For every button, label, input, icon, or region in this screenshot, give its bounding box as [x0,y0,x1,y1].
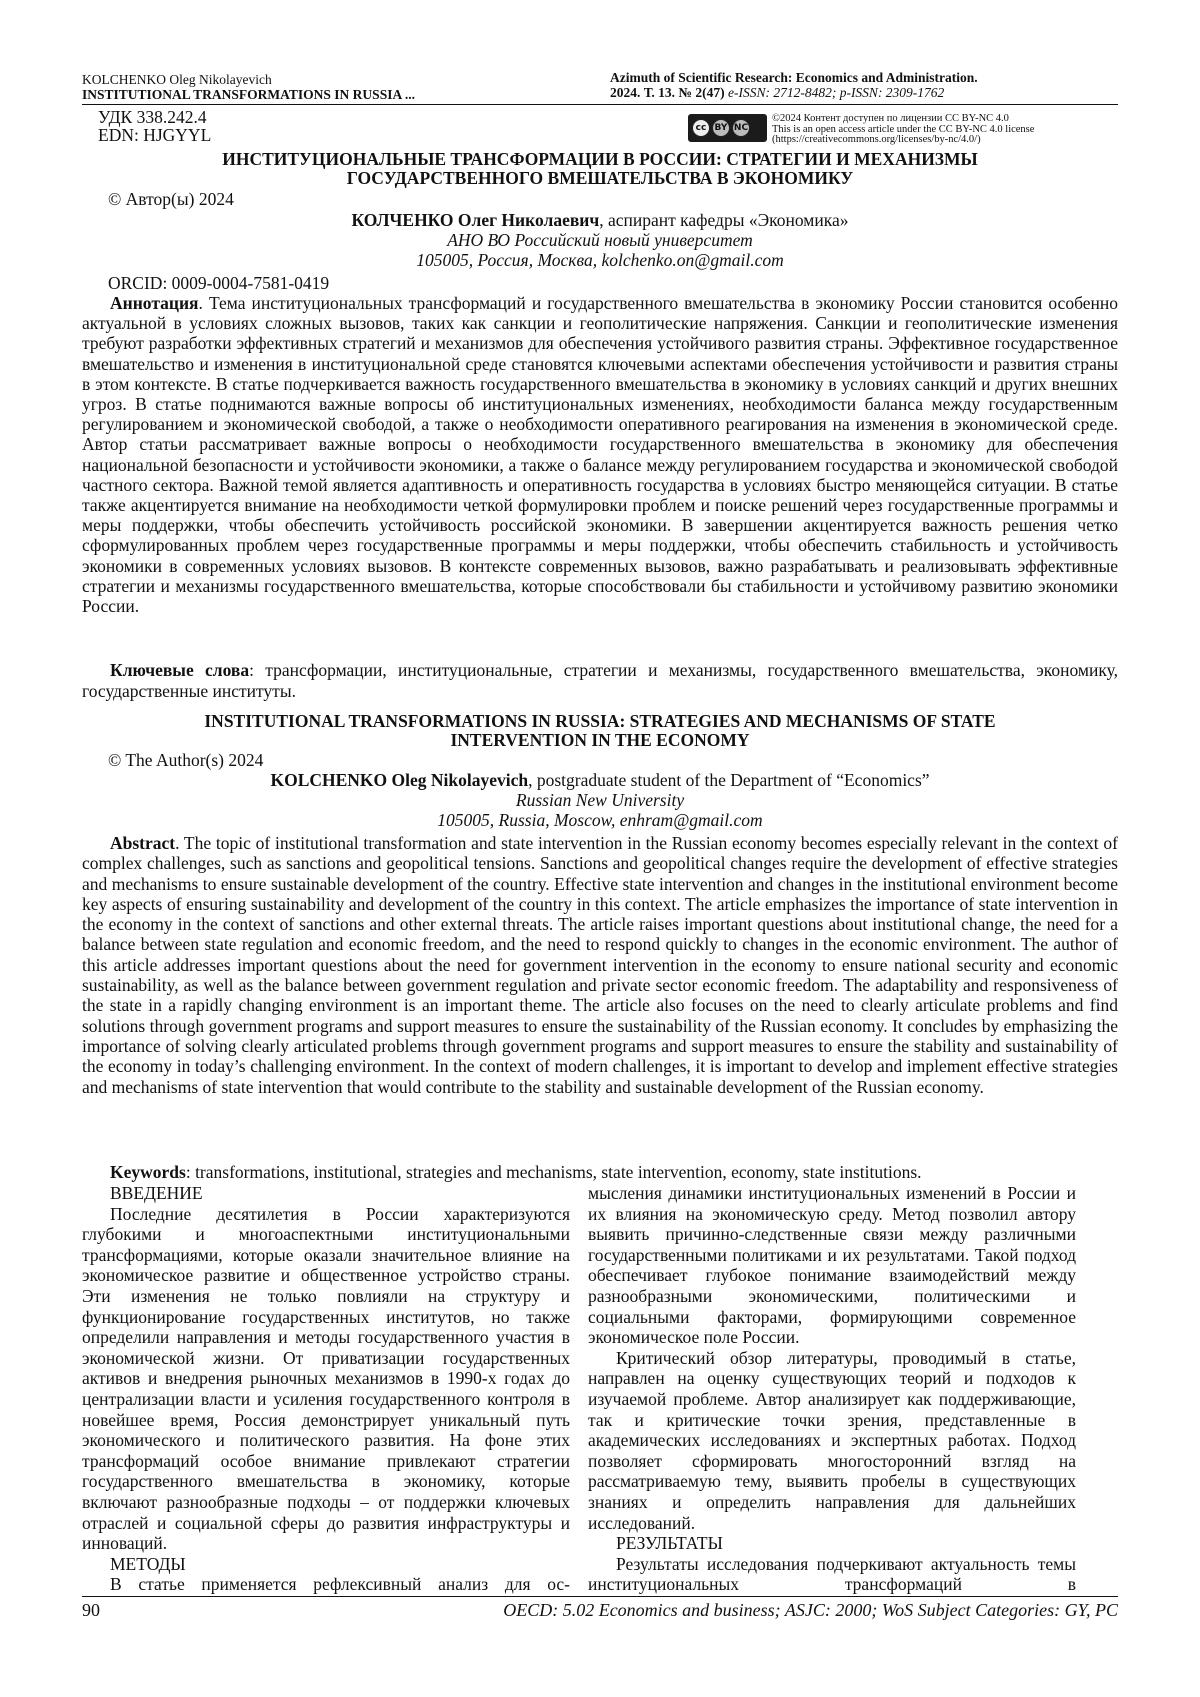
introduction-paragraph: Последние десятилетия в России характеризуются глубокими и многоаспектными институциональными трансформациями, которые оказали значительное влияние на экономическое развитие и общественное устройство страны. Эти изменения не только повлияли на структуру и функционирование государственных институтов, но также определили направления и методы государственного участия в экономической жизни. От приватизации государственных активов и внедрения рыночных механизмов в 1990-х годах до централизации власти и усиления государственного контроля в новейшее время, Россия демонстрирует уникальный путь экономического и политического развития. На фоне этих трансформаций особое внимание привлекают стратегии государственного вмешательства в экономику, которые включают разнообразные подходы – от поддержки ключевых отраслей и социальной сферы до развития инфраструктуры и инноваций. [82,1203,570,1554]
section-heading-results: РЕЗУЛЬТАТЫ [616,1533,723,1554]
results-paragraph: Результаты исследования подчеркивают актуальность темы институциональных трансформаций в [588,1553,1076,1595]
author-block-en [82,770,1118,830]
copyright-en: © The Author(s) 2024 [108,750,264,770]
author-name-en: KOLCHENKO Oleg Nikolayevich [270,770,529,790]
abstract-en-text: . The topic of institutional transformation and state intervention in the Russian economy becomes especially relevant in the context of complex challenges, such as sanctions and geopolitical tensions. Sanctions and geopolitical changes require the development of effective strategies and mechanisms to ensure sustainable development of the country. Effective state intervention and changes in the institutional environment become key aspects of ensuring sustainability and development of the country in this context. The article emphasizes the importance of state intervention in the economy in the context of sanctions and other external threats. The article raises important questions about institutional change, the need for a balance between state regulation and economic freedom, and the need to respond quickly to changes in the economic environment. The author of this article addresses important questions about the need for government intervention in the economy to ensure national security and economic sustainability, as well as the balance between government regulation and private sector economic freedom. The adaptability and responsiveness of the state in a rapidly changing environment is an important theme. The article also focuses on the need to clearly articulate problems and find solutions through government programs and support measures to ensure the sustainability of the Russian economy. It concludes by emphasizing the importance of solving clearly articulated problems through government programs and support measures to ensure the stability and sustainability of the economy in today’s challenging environment. In the context of modern challenges, it is important to develop and implement effective strategies and mechanisms of state intervention that would contribute to the stability and sustainable development of the Russian economy. [82,833,1118,1097]
title-en-line-2: INTERVENTION IN THE ECONOMY [450,730,750,750]
author-position-ru: , аспирант кафедры «Экономика» [599,210,849,230]
section-heading-methods: МЕТОДЫ [110,1553,186,1574]
title-en [82,712,1118,750]
methods-paragraph-continued: мысления динамики институциональных изменений в России и их влияния на экономическую среду. Метод позволил автору выявить причинно-следственные связи между различными государственными политиками и их результатами. Такой подход обеспечивает глубокое понимание взаимодействий между разнообразными экономическими, политическими и социальными факторами, формирующими современное экономическое поле России. [588,1183,1076,1348]
author-name-ru: КОЛЧЕНКО Олег Николаевич [351,210,600,230]
license-text [772,114,1072,146]
header-short-title: INSTITUTIONAL TRANSFORMATIONS IN RUSSIA ... [82,87,415,102]
header-author: KOLCHENKO Oleg Nikolayevich [82,72,272,87]
title-en-line-1: INSTITUTIONAL TRANSFORMATIONS IN RUSSIA: STRATEGIES AND MECHANISMS OF STATE [204,711,996,731]
cc-icon: cc [692,119,710,137]
abstract-ru-paragraph [82,293,1118,616]
keywords-ru-text: : трансформации, институциональные, стратегии и механизмы, государственного вмешательства, экономику, государственные институты. [82,660,1118,701]
orcid[interactable]: ORCID: 0009-0004-7581-0419 [108,273,330,293]
keywords-en-paragraph [82,1162,1118,1183]
title-ru-line-2: ГОСУДАРСТВЕННОГО ВМЕШАТЕЛЬСТВА В ЭКОНОМИКУ [346,168,854,188]
keywords-en-label: Keywords [110,1162,186,1182]
section-heading-introduction: ВВЕДЕНИЕ [110,1183,203,1203]
header-issue: 2024. Т. 13. № 2(47) [610,85,725,100]
body-column-left [82,1183,570,1595]
keywords-en [82,1162,1118,1183]
running-header-right [610,70,1130,100]
udk-code: УДК 338.242.4 [98,107,207,127]
running-header-left [82,72,502,102]
abstract-ru-text: . Тема институциональных трансформаций и государственного вмешательства в экономику России становится особенно актуальной в условиях сложных вызовов, таких как санкции и геополитические напряжения. Санкции и геополитические изменения требуют разработки эффективных стратегий и механизмов для обеспечения устойчивого развития страны. Эффективное государственное вмешательство и изменения в институциональной среде становятся ключевыми аспектами обеспечения устойчивости и развития страны в этом контексте. В статье подчеркивается важность государственного вмешательства в экономику в условиях санкций и других внешних угроз. В статье поднимаются важные вопросы об институциональных изменениях, необходимости баланса между государственным регулированием и экономической свободой, а также о необходимости оперативного реагирования на изменения в экономической среде. Автор статьи рассматривает важные вопросы о необходимости государственного вмешательства в экономику для обеспечения национальной безопасности и устойчивости экономики, а также о балансе между регулированием государства и экономической свободой частного сектора. Важной темой является адаптивность и оперативность государства в условиях быстро меняющейся ситуации. В статье также акцентируется внимание на необходимости четкой формулировки проблем и поиске решений через государственные программы и меры поддержки, чтобы обеспечить устойчивость российской экономики. В завершении акцентируется важность решения четко сформулированных проблем через государственные программы и меры поддержки, чтобы обеспечить стабильность и устойчивость экономики в современных условиях вызовов. В контексте современных вызовов, важно разрабатывать и реализовывать эффективные стратегии и механизмы государственного вмешательства, которые способствовали бы стабильности и устойчивому развитию экономики России. [82,293,1118,617]
author-position-en: , postgraduate student of the Department of “Economics” [528,770,930,790]
header-issn: e-ISSN: 2712-8482; p-ISSN: 2309-1762 [727,85,945,100]
abstract-ru-label: Аннотация [110,293,199,313]
abstract-en [82,833,1118,1097]
abstract-ru [82,293,1118,616]
keywords-ru [82,660,1118,701]
footer-divider [82,1596,1118,1597]
keywords-ru-label: Ключевые слова [110,660,250,680]
affiliation-ru: АНО ВО Российский новый университет [447,230,753,250]
header-journal: Azimuth of Scientific Research: Economics and Administration. [610,70,978,85]
literature-review-paragraph: Критический обзор литературы, проводимый в статье, направлен на оценку существующих теорий и подходов к изучаемой проблеме. Автор анализирует как поддерживающие, так и критические точки зрения, представленные в академических исследованиях и экспертных работах. Подход позволяет сформировать многосторонний взгляд на рассматриваемую тему, выявить пробелы в существующих знаниях и определить направления для дальнейших исследований. [588,1347,1076,1533]
title-ru [82,150,1118,188]
header-divider [82,104,1118,105]
edn-code: EDN: HJGYYL [98,125,212,145]
body-column-right [588,1183,1076,1595]
author-line-en [82,770,1118,790]
author-line-ru [82,210,1118,230]
header-issue-line [610,85,1130,100]
license-line-en: This is an open access article under the CC BY-NC 4.0 license [772,123,1035,135]
nc-icon: NC [732,119,750,137]
copyright-ru: © Автор(ы) 2024 [108,189,234,209]
abstract-en-label: Abstract [110,833,176,853]
license-block [688,114,1072,146]
affiliation-en: Russian New University [515,790,685,810]
subject-classification: OECD: 5.02 Economics and business; ASJC: 2000; WoS Subject Categories: GY, PC [503,1600,1118,1620]
article-meta [98,108,211,144]
address-ru[interactable]: 105005, Россия, Москва, kolchenko.on@gmail.com [416,250,784,270]
author-block-ru [82,210,1118,270]
abstract-en-paragraph [82,833,1118,1097]
address-en[interactable]: 105005, Russia, Moscow, enhram@gmail.com [437,810,763,830]
cc-by-nc-badge[interactable] [688,114,767,142]
page-number: 90 [82,1600,100,1620]
license-line-ru: ©2024 Контент доступен по лицензии CC BY-NC 4.0 [772,113,1009,124]
license-url[interactable]: (https://creativecommons.org/licenses/by-nc/4.0/) [772,134,981,145]
title-ru-line-1: ИНСТИТУЦИОНАЛЬНЫЕ ТРАНСФОРМАЦИИ В РОССИИ: СТРАТЕГИИ И МЕХАНИЗМЫ [222,149,978,169]
keywords-en-text: : transformations, institutional, strategies and mechanisms, state intervention, economy, state institutions. [185,1162,922,1182]
by-icon: BY [712,119,730,137]
methods-paragraph-start: В статье применяется рефлексивный анализ для ос- [110,1574,570,1595]
keywords-ru-paragraph [82,660,1118,701]
